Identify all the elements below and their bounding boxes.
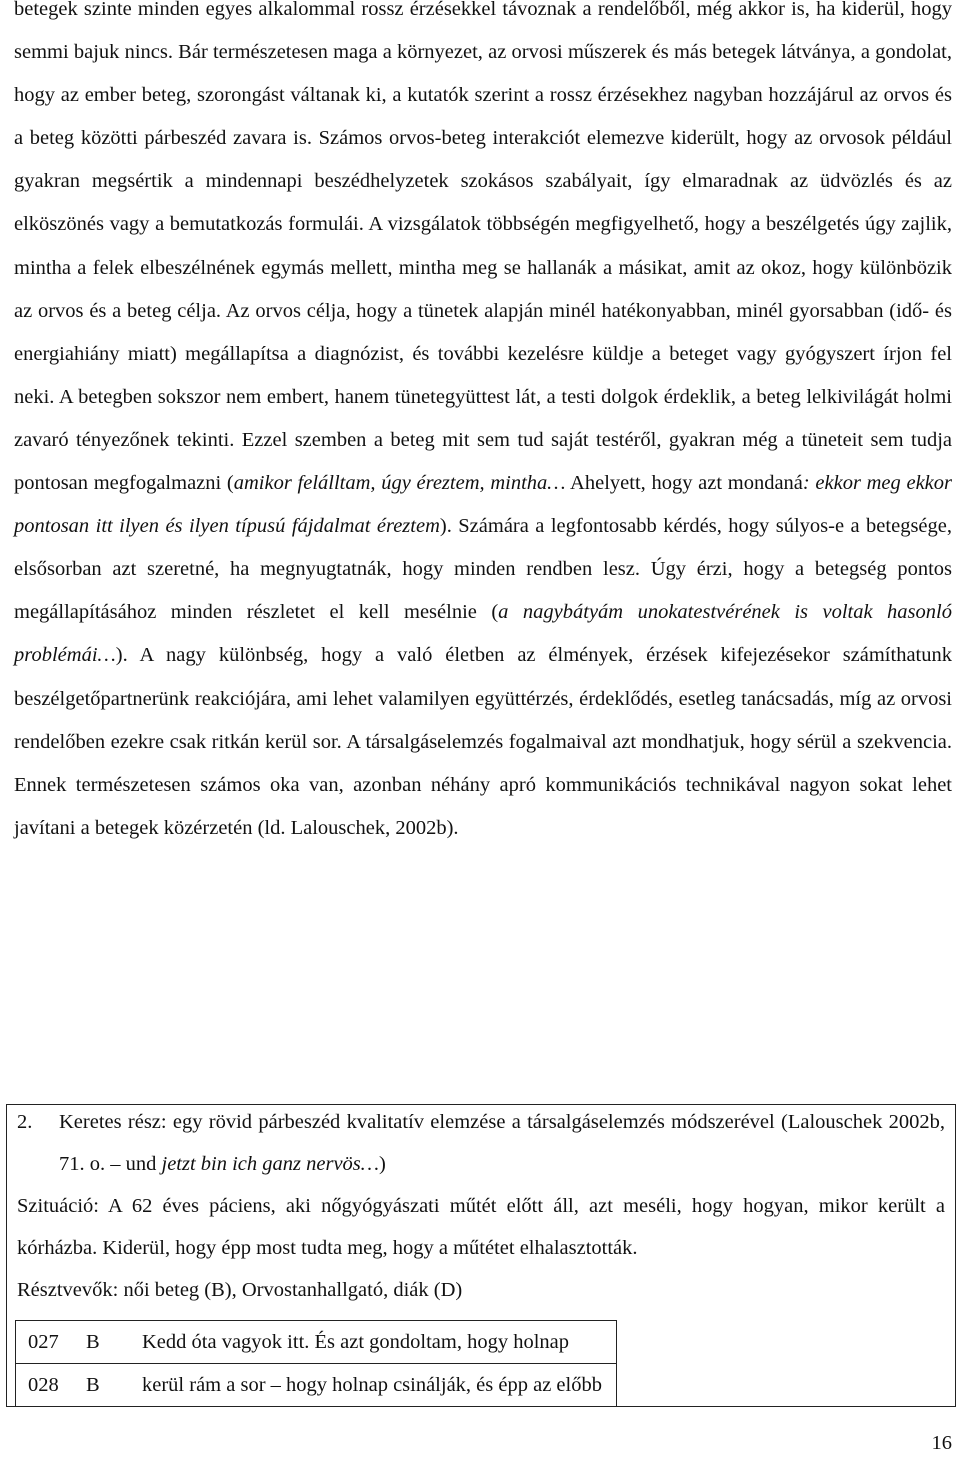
body-italic-example2: : ekkor meg ekkor pontosan itt ilyen és ilyen típusú fájdalmat éreztem xyxy=(14,472,952,538)
utterance: kerül rám a sor – hogy holnap csinálják, és épp az előbb xyxy=(142,1374,602,1396)
body-text-part3: ). Számára a legfontosabb kérdés, hogy súlyos-e a betegsége, elsősorban azt szeretné, ha megnyugtatnák, hogy minden rendben lesz. Úgy érzi, hogy a betegség pontos megállapításához minden részletet el kell mesélnie ( xyxy=(14,515,952,624)
boxed-heading xyxy=(17,1101,945,1185)
boxed-heading-text: Keretes rész: egy rövid párbeszéd kvalitatív elemzése a társalgáselemzés módszerével (Lalouschek 2002b, 71. o. xyxy=(59,1111,945,1175)
body-italic-example1: amikor felálltam, úgy éreztem, mintha… xyxy=(233,472,566,495)
boxed-heading-close: ) xyxy=(379,1153,386,1175)
boxed-heading-und: und xyxy=(120,1153,162,1175)
participants-text: Résztvevők: női beteg (B), Orvostanhallgató, diák (D) xyxy=(17,1279,463,1301)
boxed-heading-number: 2. xyxy=(17,1111,33,1133)
line-code: 028 xyxy=(28,1374,59,1396)
body-text-part1: betegek szinte minden egyes alkalommal rossz érzésekkel távoznak a rendelőből, még akkor is, ha kiderül, hogy semmi bajuk nincs. Bár természetesen maga a környezet, az orvosi műszerek és más betegek látványa, a gondolat, hogy az ember beteg, szorongást váltanak ki, a kutatók szerint a rossz érzésekhez nagyban hozzájárul az orvos és a beteg közötti párbeszéd zavara is. Számos orvos-beteg interakciót elemezve kiderült, hogy az orvosok például gyakran megsértik a mindennapi beszédhelyzetek szokásos szabályait, így elmaradnak az üdvözlés és az elköszönés vagy a bemutatkozás formulái. A vizsgálatok többségén megfigyelhető, hogy a beszélgetés úgy zajlik, mintha a felek elbeszélnének egymás mellett, mintha meg se hallanák a másikat, amit az okoz, hogy különbözik az orvos és a beteg célja. Az orvos célja, hogy a tünetek alapján minél hatékonyabban, minél gyorsabban (idő- és energiahiány miatt) megállapítsa a diagnózist, és további kezelésre küldje a beteget vagy gyógyszert írjon fel neki. A betegben sokszor nem embert, hanem tünetegyüttest lát, a testi dolgok érdeklik, a beteg lelkivilágát holmi zavaró tényezőnek tekinti. Ezzel szemben a beteg mit sem tud saját testéről, gyakran még a tüneteit sem tudja pontosan megfogalmazni ( xyxy=(14,0,952,495)
boxed-section xyxy=(6,1104,956,1407)
page-number: 16 xyxy=(931,1432,952,1454)
transcript-table xyxy=(15,1320,617,1407)
body-italic-example3: a nagybátyám unokatestvérének is voltak hasonló problémái… xyxy=(14,601,952,667)
body-text-part4: ). A nagy különbség, hogy a való életben az élmények, érzések kifejezésekor számíthatunk beszélgetőpartnerünk reakciójára, ami lehet valamilyen együttérzés, érdeklődés, esetleg tanácsadás, míg az orvosi rendelőben ezekre csak ritkán kerül sor. A társalgáselemzés fogalmaival azt mondhatjuk, hogy sérül a szekvencia. Ennek természetesen számos oka van, azonban néhány apró kommunikációs technikával nagyon sokat lehet javítani a betegek közérzetén (ld. Lalouschek, 2002b). xyxy=(14,644,952,839)
situation-text: Szituáció: A 62 éves páciens, aki nőgyógyászati műtét előtt áll, azt meséli, hogy hogyan, mikor került a kórházba. Kiderül, hogy épp most tudta meg, hogy a műtétet elhalasztották. xyxy=(17,1195,945,1259)
speaker: B xyxy=(86,1331,100,1353)
line-code: 027 xyxy=(28,1331,59,1353)
body-text-part2: Ahelyett, hogy azt mondaná xyxy=(565,472,803,495)
transcript-row xyxy=(16,1364,617,1407)
speaker: B xyxy=(86,1374,100,1396)
utterance: Kedd óta vagyok itt. És azt gondoltam, hogy holnap xyxy=(142,1331,570,1353)
boxed-heading-dash: – xyxy=(110,1153,121,1175)
transcript-row xyxy=(16,1321,617,1364)
body-paragraph xyxy=(14,0,952,850)
boxed-heading-italic: jetzt bin ich ganz nervös… xyxy=(161,1153,380,1175)
